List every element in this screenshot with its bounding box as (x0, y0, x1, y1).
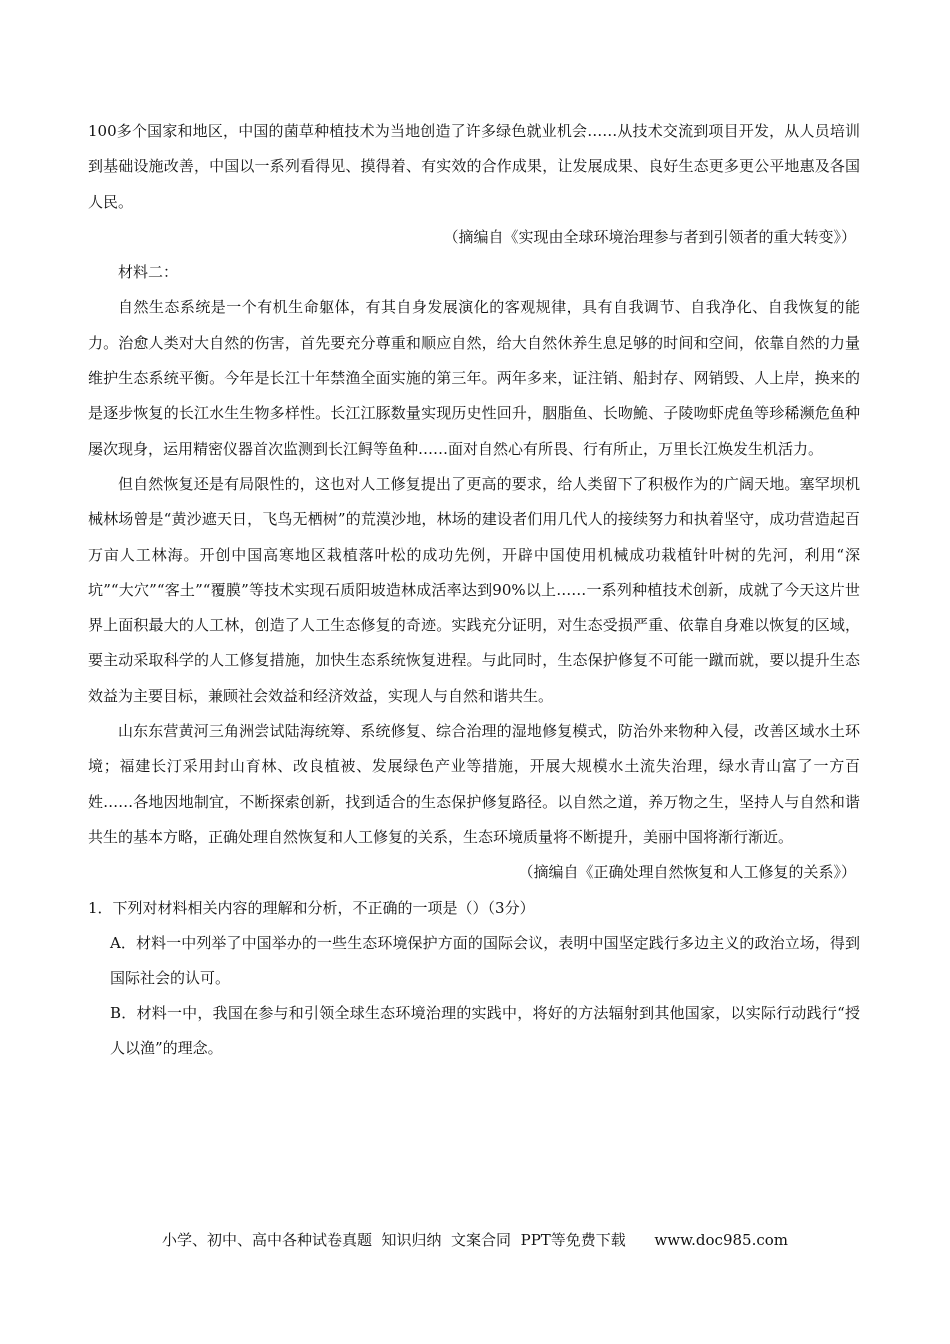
material-two-paragraph-1: 自然生态系统是一个有机生命躯体，有其自身发展演化的客观规律，具有自我调节、自我净化、自我恢复的能力。治愈人类对大自然的伤害，首先要充分尊重和顺应自然，给大自然休养生息足够的时间和空间，依靠自然的力量维护生态系统平衡。今年是长江十年禁渔全面实施的第三年。两年多来，证注销、船封存、网销毁、人上岸，换来的是逐步恢复的长江水生生物多样性。长江江豚数量实现历史性回升，胭脂鱼、长吻鮠、子陵吻虾虎鱼等珍稀濒危鱼种屡次现身，运用精密仪器首次监测到长江鲟等鱼种……面对自然心有所畏、行有所止，万里长江焕发生机活力。 (88, 298, 860, 458)
footer-url[interactable]: www.doc985.com (654, 1231, 788, 1249)
question-1-stem: 1．下列对材料相关内容的理解和分析，不正确的一项是（）（3分） (88, 898, 535, 917)
source-citation-one: （摘编自《实现由全球环境治理参与者到引领者的重大转变》） (443, 227, 856, 246)
material-one-tail-paragraph: 100多个国家和地区，中国的菌草种植技术为当地创造了许多绿色就业机会……从技术交流到项目开发，从人员培训到基础设施改善，中国以一系列看得见、摸得着、有实效的合作成果，让发展成果、良好生态更多更公平地惠及各国人民。 (88, 122, 860, 211)
source-citation-two: （摘编自《正确处理自然恢复和人工修复的关系》） (518, 863, 856, 882)
page-footer (0, 1229, 950, 1250)
question-1-option-b: B．材料一中，我国在参与和引领全球生态环境治理的实践中，将好的方法辐射到其他国家，以实际行动践行“授人以渔”的理念。 (110, 1004, 860, 1058)
question-1-option-a: A．材料一中列举了中国举办的一些生态环境保护方面的国际会议，表明中国坚定践行多边主义的政治立场，得到国际社会的认可。 (110, 933, 860, 987)
material-two-label: 材料二： (118, 263, 179, 282)
footer-text: 小学、初中、高中各种试卷真题 知识归纳 文案合同 PPT等免费下载 (161, 1231, 626, 1249)
page-content (88, 114, 860, 1067)
material-two-paragraph-3: 山东东营黄河三角洲尝试陆海统筹、系统修复、综合治理的湿地修复模式，防治外来物种入侵，改善区域水土环境；福建长汀采用封山育林、改良植被、发展绿色产业等措施，开展大规模水土流失治理，绿水青山富了一方百姓……各地因地制宜，不断探索创新，找到适合的生态保护修复路径。以自然之道，养万物之生，坚持人与自然和谐共生的基本方略，正确处理自然恢复和人工修复的关系，生态环境质量将不断提升，美丽中国将渐行渐近。 (88, 722, 860, 846)
material-two-paragraph-2: 但自然恢复还是有局限性的，这也对人工修复提出了更高的要求，给人类留下了积极作为的广阔天地。塞罕坝机械林场曾是“黄沙遮天日，飞鸟无栖树”的荒漠沙地，林场的建设者们用几代人的接续努力和执着坚守，成功营造起百万亩人工林海。开创中国高寒地区栽植落叶松的成功先例，开辟中国使用机械成功栽植针叶树的先河，利用“深坑”“大穴”“客土”“覆膜”等技术实现石质阳坡造林成活率达到90%以上……一系列种植技术创新，成就了今天这片世界上面积最大的人工林，创造了人工生态修复的奇迹。实践充分证明，对生态受损严重、依靠自身难以恢复的区域，要主动采取科学的人工修复措施，加快生态系统恢复进程。与此同时，生态保护修复不可能一蹴而就，要以提升生态效益为主要目标，兼顾社会效益和经济效益，实现人与自然和谐共生。 (88, 474, 860, 705)
